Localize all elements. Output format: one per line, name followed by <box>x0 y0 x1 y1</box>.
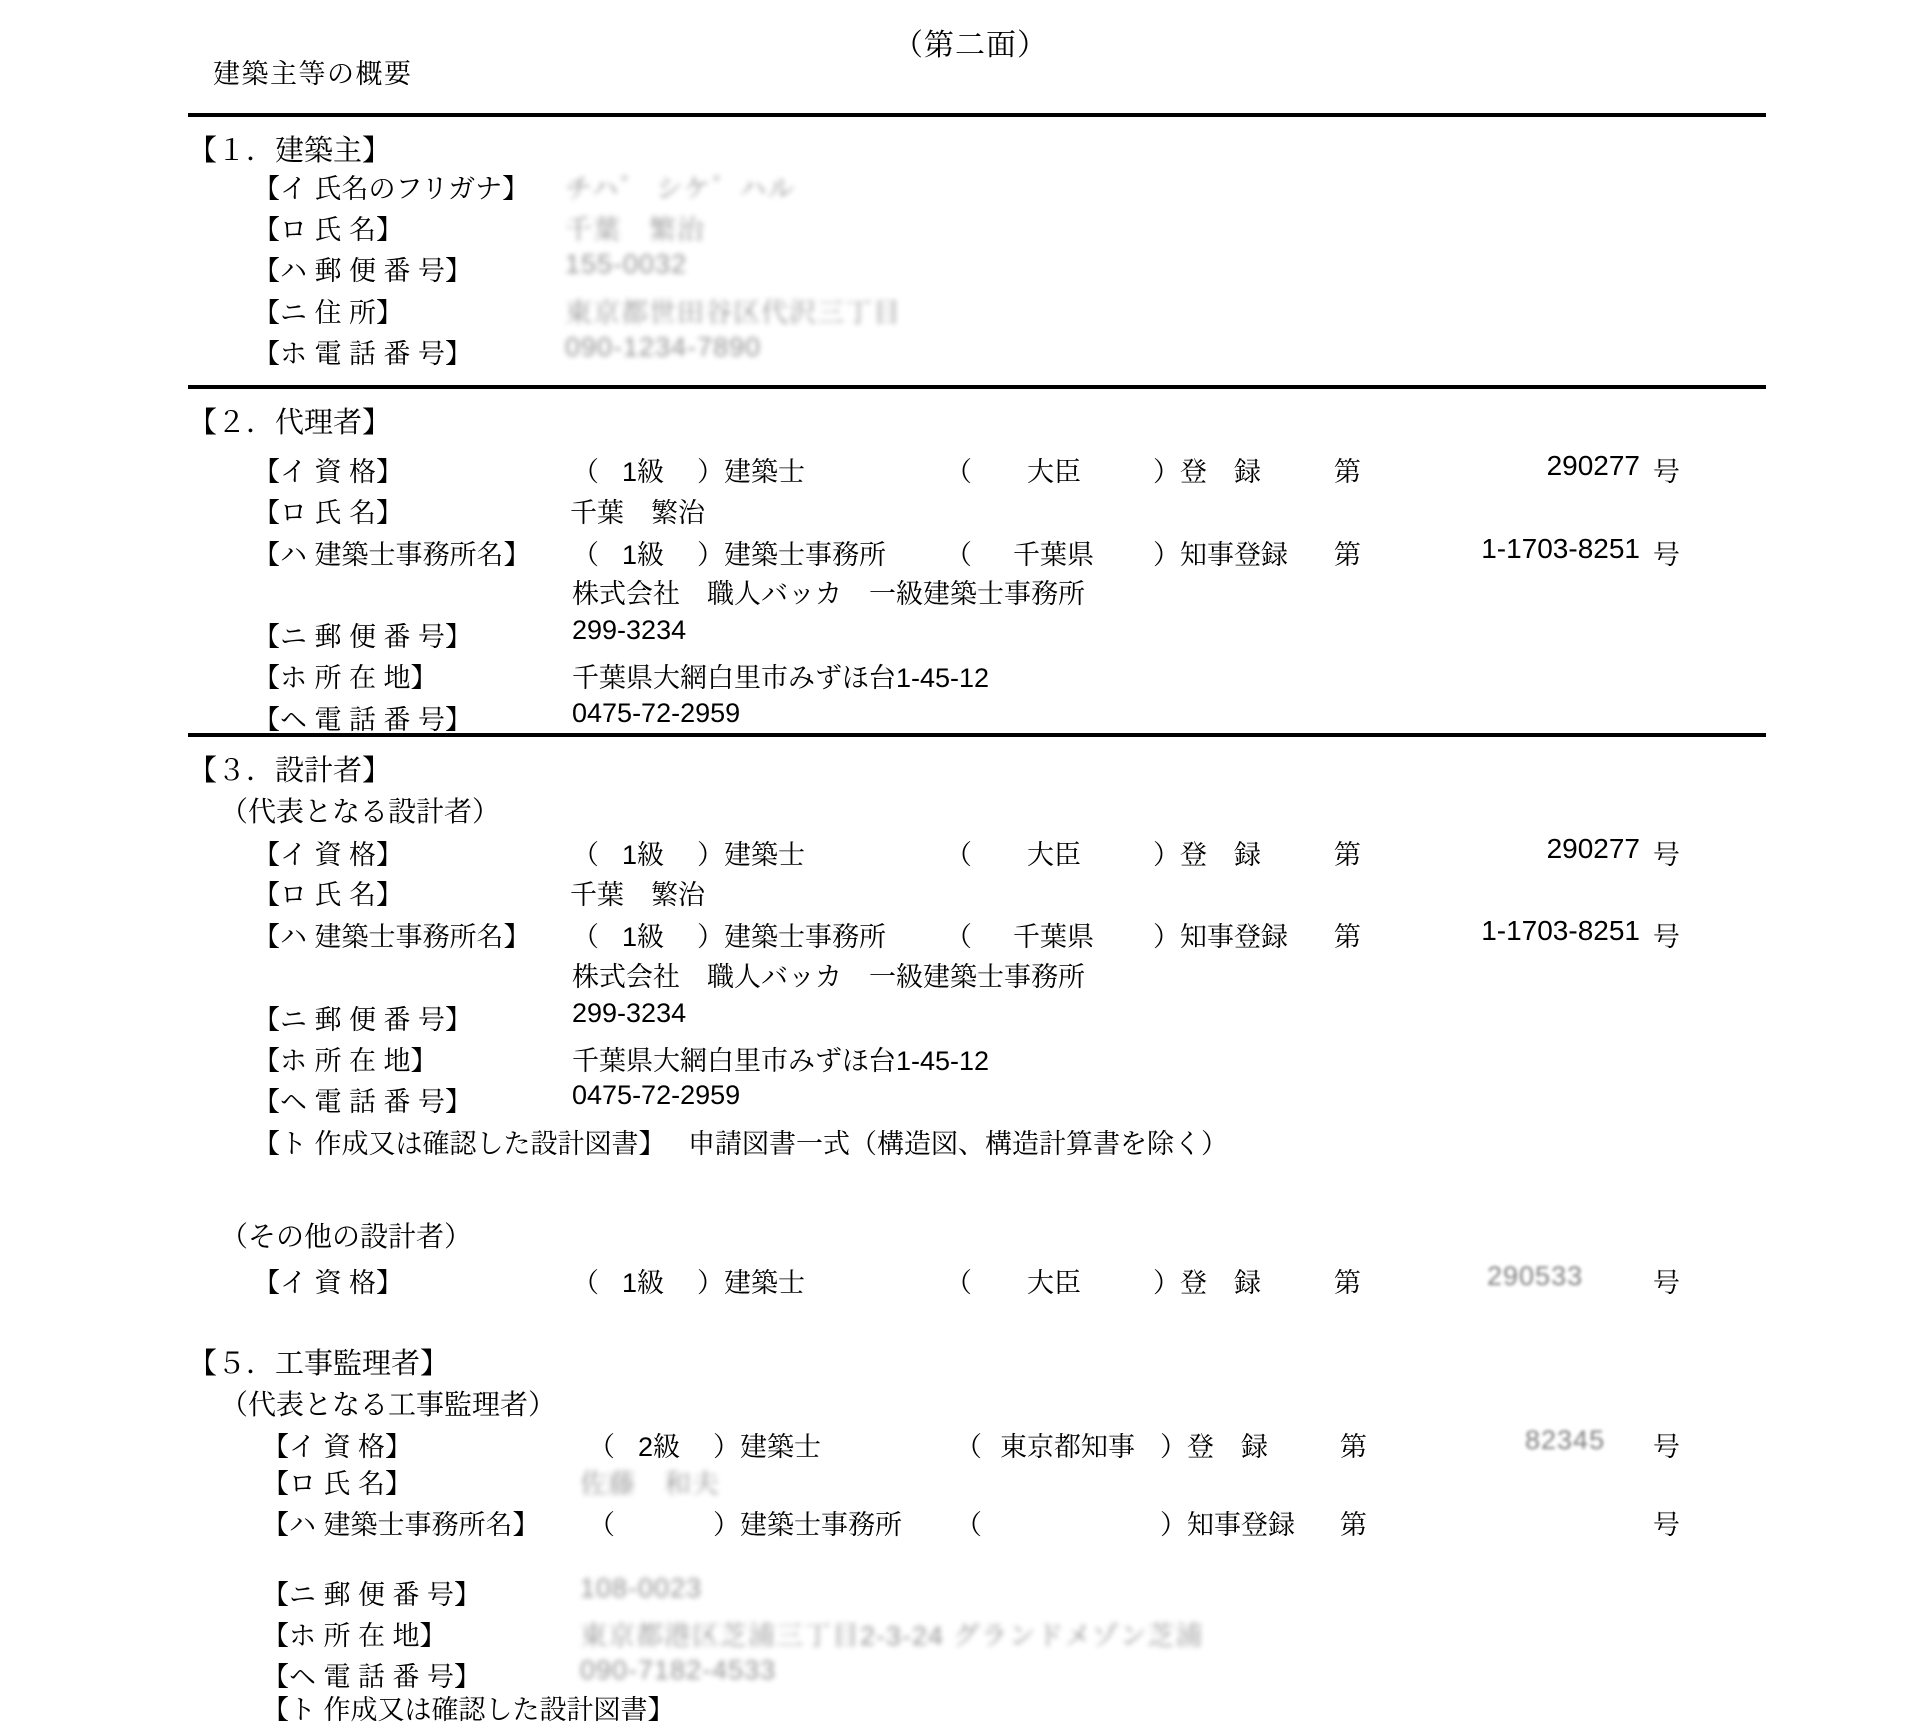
designer-postal-label: 【ニ 郵 便 番 号】 <box>253 1005 473 1035</box>
supervisor-postal-value: 108-0023 <box>580 1573 703 1603</box>
designer-office-reg-word: 第 <box>1334 922 1361 952</box>
supervisor-authority-open-paren: （ <box>955 1432 982 1462</box>
supervisor-qual-open-paren: （ <box>588 1432 615 1462</box>
supervisor-phone-value: 090-7182-4533 <box>580 1655 777 1685</box>
agent-authority-body: 大臣 <box>1027 457 1081 487</box>
designer-authority-close: ）登 録 <box>1153 840 1261 870</box>
agent-postal-value: 299-3234 <box>572 615 687 645</box>
document-subtitle: 建築主等の概要 <box>213 59 413 89</box>
agent-reg-unit: 号 <box>1653 457 1680 487</box>
designer-office-authority-body: 千葉県 <box>1013 922 1094 952</box>
agent-office-reg-number: 1-1703-8251 <box>1481 533 1640 564</box>
designer-other-authority-close: ）登 録 <box>1153 1268 1261 1298</box>
supervisor-qualification-label: 【イ 資 格】 <box>262 1432 413 1462</box>
supervisor-reg-word: 第 <box>1340 1432 1367 1462</box>
owner-address-label: 【ニ 住 所】 <box>253 298 404 328</box>
designer-office-qual-close: ）建築士事務所 <box>697 922 886 952</box>
agent-office-authority-body: 千葉県 <box>1013 540 1094 570</box>
agent-qualification-label: 【イ 資 格】 <box>253 457 404 487</box>
supervisor-authority-body: 東京都知事 <box>1000 1432 1135 1462</box>
owner-furigana-label: 【イ 氏名のフリガナ】 <box>253 174 530 204</box>
designer-reg-word: 第 <box>1334 840 1361 870</box>
section-title-designer: 【３．設計者】 <box>188 755 392 787</box>
agent-office-qual-open-paren: （ <box>572 540 599 570</box>
agent-phone-value: 0475-72-2959 <box>572 698 741 728</box>
agent-office-authority-close: ）知事登録 <box>1153 540 1288 570</box>
designer-reg-unit: 号 <box>1653 840 1680 870</box>
designer-documents-label: 【ト 作成又は確認した設計図書】 <box>253 1129 666 1159</box>
designer-reg-number: 290277 <box>1546 833 1640 864</box>
agent-qual-close: ）建築士 <box>697 457 805 487</box>
agent-reg-number: 290277 <box>1546 450 1640 481</box>
owner-phone-value: 090-1234-7890 <box>565 332 762 362</box>
designer-office-authority-open-paren: （ <box>945 922 972 952</box>
designer-other-authority-open-paren: （ <box>945 1268 972 1298</box>
supervisor-office-reg-word: 第 <box>1340 1510 1367 1540</box>
designer-office-reg-unit: 号 <box>1653 922 1680 952</box>
supervisor-qual-close: ）建築士 <box>713 1432 821 1462</box>
designer-other-authority-body: 大臣 <box>1027 1268 1081 1298</box>
supervisor-documents-label: 【ト 作成又は確認した設計図書】 <box>262 1695 675 1725</box>
agent-postal-label: 【ニ 郵 便 番 号】 <box>253 622 473 652</box>
designer-office-qual-grade: 1級 <box>622 922 665 952</box>
agent-name-value: 千葉 繁治 <box>570 498 705 528</box>
designer-phone-value: 0475-72-2959 <box>572 1080 741 1110</box>
designer-other-subtitle: （その他の設計者） <box>220 1221 473 1252</box>
designer-location-label: 【ホ 所 在 地】 <box>253 1046 438 1076</box>
rule-after-owner <box>188 385 1766 389</box>
agent-office-qual-close: ）建築士事務所 <box>697 540 886 570</box>
supervisor-reg-unit: 号 <box>1653 1432 1680 1462</box>
agent-qual-open-paren: （ <box>572 457 599 487</box>
owner-postal-value: 155-0032 <box>565 249 688 279</box>
designer-phone-label: 【ヘ 電 話 番 号】 <box>253 1087 473 1117</box>
designer-name-value: 千葉 繁治 <box>570 880 705 910</box>
owner-address-value: 東京都世田谷区代沢三丁目 <box>565 298 901 328</box>
agent-office-reg-word: 第 <box>1334 540 1361 570</box>
designer-office-qual-open-paren: （ <box>572 922 599 952</box>
supervisor-office-reg-unit: 号 <box>1653 1510 1680 1540</box>
designer-name-label: 【ロ 氏 名】 <box>253 880 404 910</box>
owner-name-label: 【ロ 氏 名】 <box>253 215 404 245</box>
designer-documents-value: 申請図書一式（構造図、構造計算書を除く） <box>688 1129 1228 1159</box>
agent-authority-close: ）登 録 <box>1153 457 1261 487</box>
supervisor-office-qual-open-paren: （ <box>588 1510 615 1540</box>
supervisor-postal-label: 【ニ 郵 便 番 号】 <box>262 1580 482 1610</box>
section-title-supervisor: 【５．工事監理者】 <box>188 1348 450 1380</box>
supervisor-name-value: 佐藤 和夫 <box>580 1469 720 1499</box>
designer-other-qualification-label: 【イ 資 格】 <box>253 1268 404 1298</box>
agent-office-reg-unit: 号 <box>1653 540 1680 570</box>
supervisor-reg-number: 82345 <box>1525 1425 1606 1455</box>
agent-reg-word: 第 <box>1334 457 1361 487</box>
rule-top <box>188 113 1766 117</box>
supervisor-office-authority-open-paren: （ <box>955 1510 982 1540</box>
designer-other-reg-number: 290533 <box>1487 1261 1584 1291</box>
designer-authority-body: 大臣 <box>1027 840 1081 870</box>
designer-other-qual-close: ）建築士 <box>697 1268 805 1298</box>
section-title-agent: 【２．代理者】 <box>188 407 392 439</box>
supervisor-location-label: 【ホ 所 在 地】 <box>262 1621 447 1651</box>
agent-office-name: 株式会社 職人バッカ 一級建築士事務所 <box>572 579 1085 609</box>
agent-office-label: 【ハ 建築士事務所名】 <box>253 540 531 570</box>
designer-main-subtitle: （代表となる設計者） <box>220 796 501 827</box>
owner-name-value: 千葉 繁治 <box>565 215 705 245</box>
designer-office-reg-number: 1-1703-8251 <box>1481 915 1640 946</box>
designer-qual-close: ）建築士 <box>697 840 805 870</box>
designer-qual-open-paren: （ <box>572 840 599 870</box>
supervisor-location-value: 東京都港区芝浦三丁目2-3-24 グランドメゾン芝浦 <box>580 1621 1204 1651</box>
agent-qual-grade: 1級 <box>622 457 665 487</box>
designer-qualification-label: 【イ 資 格】 <box>253 840 404 870</box>
supervisor-office-qual-close: ）建築士事務所 <box>713 1510 902 1540</box>
designer-qual-grade: 1級 <box>622 840 665 870</box>
designer-authority-open-paren: （ <box>945 840 972 870</box>
designer-other-qual-grade: 1級 <box>622 1268 665 1298</box>
agent-location-label: 【ホ 所 在 地】 <box>253 663 438 693</box>
supervisor-main-subtitle: （代表となる工事監理者） <box>220 1389 557 1420</box>
designer-office-name: 株式会社 職人バッカ 一級建築士事務所 <box>572 962 1085 992</box>
agent-office-authority-open-paren: （ <box>945 540 972 570</box>
supervisor-qual-grade: 2級 <box>638 1432 681 1462</box>
supervisor-phone-label: 【ヘ 電 話 番 号】 <box>262 1662 482 1692</box>
designer-other-reg-unit: 号 <box>1653 1268 1680 1298</box>
designer-other-qual-open-paren: （ <box>572 1268 599 1298</box>
agent-name-label: 【ロ 氏 名】 <box>253 498 404 528</box>
agent-location-value: 千葉県大網白里市みずほ台1-45-12 <box>572 663 990 693</box>
page-mark: （第二面） <box>893 29 1048 62</box>
owner-furigana-value: チハ゛ シケ゛ハル <box>565 174 796 204</box>
agent-phone-label: 【ヘ 電 話 番 号】 <box>253 705 473 735</box>
designer-postal-value: 299-3234 <box>572 998 687 1028</box>
designer-office-authority-close: ）知事登録 <box>1153 922 1288 952</box>
supervisor-office-label: 【ハ 建築士事務所名】 <box>262 1510 540 1540</box>
agent-authority-open-paren: （ <box>945 457 972 487</box>
owner-phone-label: 【ホ 電 話 番 号】 <box>253 339 473 369</box>
supervisor-office-authority-close: ）知事登録 <box>1160 1510 1295 1540</box>
agent-office-qual-grade: 1級 <box>622 540 665 570</box>
section-title-owner: 【１．建築主】 <box>188 135 392 167</box>
supervisor-authority-close: ）登 録 <box>1160 1432 1268 1462</box>
supervisor-name-label: 【ロ 氏 名】 <box>262 1469 413 1499</box>
designer-location-value: 千葉県大網白里市みずほ台1-45-12 <box>572 1046 990 1076</box>
designer-other-reg-word: 第 <box>1334 1268 1361 1298</box>
owner-postal-label: 【ハ 郵 便 番 号】 <box>253 256 473 286</box>
designer-office-label: 【ハ 建築士事務所名】 <box>253 922 531 952</box>
